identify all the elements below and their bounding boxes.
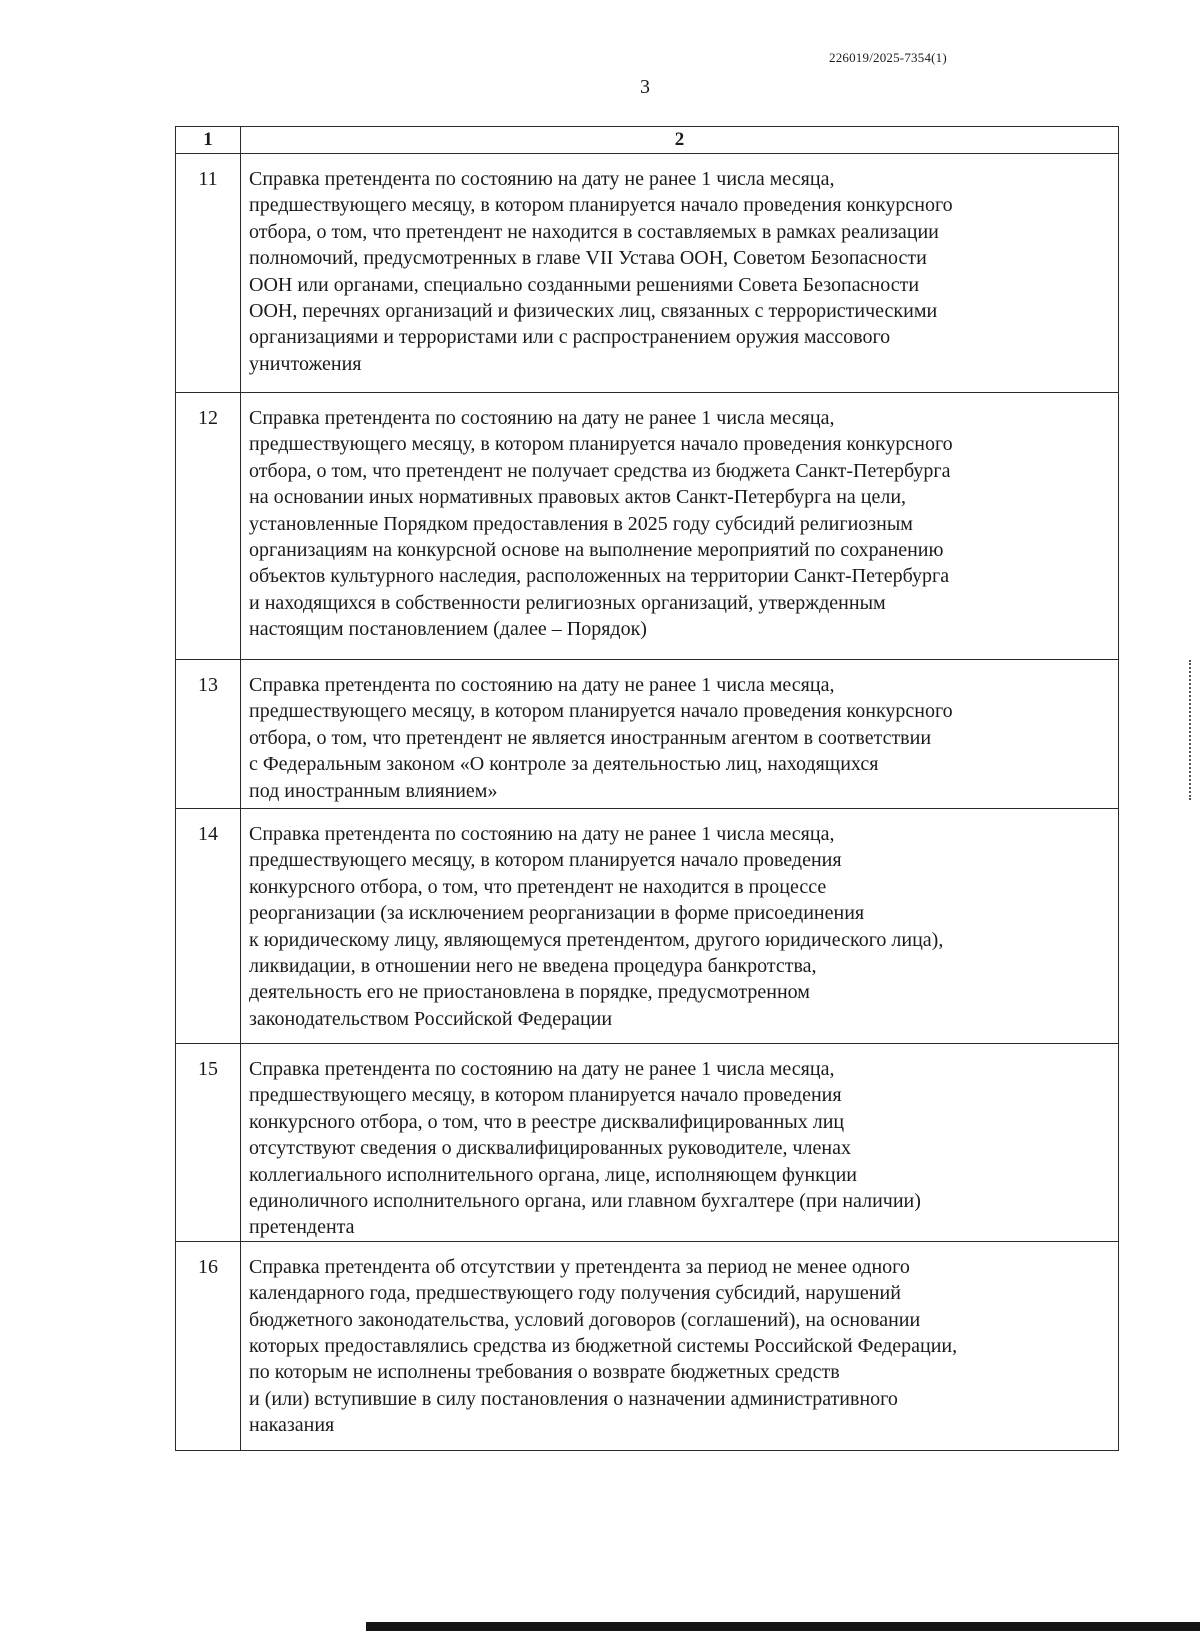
page-number: 3 (640, 76, 650, 98)
row-number: 16 (176, 1241, 241, 1450)
text-line: предшествующего месяцу, в котором планируется начало проведения конкурсного (249, 194, 953, 217)
text-line: претендента (249, 1216, 355, 1239)
table-row (176, 809, 1119, 1044)
text-line: и (или) вступившие в силу постановления о назначении административного (249, 1387, 898, 1410)
text-line: отбора, о том, что претендент не находится в составляемых в рамках реализации (249, 220, 939, 243)
text-line: отбора, о том, что претендент не получает средства из бюджета Санкт-Петербурга (249, 459, 951, 482)
text-line: Справка претендента по состоянию на дату не ранее 1 числа месяца, (249, 823, 835, 845)
column-header-text: 2 (241, 127, 1119, 154)
row-text (241, 393, 1119, 660)
text-line: отбора, о том, что претендент не является иностранным агентом в соответствии (249, 726, 932, 749)
text-line: объектов культурного наследия, расположенных на территории Санкт-Петербурга (249, 565, 950, 588)
text-line: наказания (249, 1414, 335, 1437)
text-line: Справка претендента по состоянию на дату не ранее 1 числа месяца, (249, 168, 835, 190)
row-text (241, 154, 1119, 393)
text-line: по которым не исполнены требования о возврате бюджетных средств (249, 1361, 840, 1384)
text-line: Справка претендента по состоянию на дату не ранее 1 числа месяца, (249, 674, 835, 696)
text-line: ООН, перечнях организаций и физических лиц, связанных с террористическими (249, 300, 938, 323)
text-line: настоящим постановлением (далее – Порядок) (249, 618, 647, 641)
text-line: Справка претендента по состоянию на дату не ранее 1 числа месяца, (249, 1058, 835, 1080)
document-reference-number: 226019/2025-7354(1) (829, 50, 947, 65)
text-line: ООН или органами, специально созданными решениями Совета Безопасности (249, 273, 920, 296)
text-line: Справка претендента об отсутствии у претендента за период не менее одного (249, 1255, 910, 1278)
text-line: деятельность его не приостановлена в порядке, предусмотренном (249, 981, 810, 1004)
row-text (241, 660, 1119, 809)
text-line: которых предоставлялись средства из бюджетной системы Российской Федерации, (249, 1335, 958, 1358)
row-number: 14 (176, 809, 241, 1044)
scan-bottom-bar (366, 1622, 1200, 1631)
text-line: с Федеральным законом «О контроле за деятельностью лиц, находящихся (249, 753, 879, 776)
row-number: 11 (176, 154, 241, 393)
text-line: календарного года, предшествующего году получения субсидий, нарушений (249, 1282, 901, 1305)
text-line: Справка претендента по состоянию на дату не ранее 1 числа месяца, (249, 407, 835, 429)
scan-edge-marks (1189, 660, 1195, 800)
table-row (176, 1044, 1119, 1242)
text-line: организациями и террористами или с распространением оружия массового (249, 326, 891, 349)
table-row (176, 393, 1119, 660)
text-line: конкурсного отбора, о том, что в реестре дисквалифицированных лиц (249, 1110, 845, 1133)
row-text (241, 809, 1119, 1044)
text-line: под иностранным влиянием» (249, 779, 498, 802)
text-line: предшествующего месяцу, в котором планируется начало проведения конкурсного (249, 700, 953, 723)
row-text (241, 1044, 1119, 1242)
text-line: ликвидации, в отношении него не введена процедура банкротства, (249, 955, 817, 978)
row-number: 13 (176, 660, 241, 809)
text-line: к юридическому лицу, являющемуся претендентом, другого юридического лица), (249, 928, 944, 951)
text-line: законодательством Российской Федерации (249, 1007, 613, 1030)
row-number: 15 (176, 1044, 241, 1242)
row-number: 12 (176, 393, 241, 660)
text-line: коллегиального исполнительного органа, лице, исполняющем функции (249, 1163, 857, 1186)
text-line: предшествующего месяцу, в котором планируется начало проведения (249, 1084, 842, 1107)
text-line: реорганизации (за исключением реорганизации в форме присоединения (249, 902, 865, 925)
text-line: организациям на конкурсной основе на выполнение мероприятий по сохранению (249, 539, 944, 562)
text-line: единоличного исполнительного органа, или главном бухгалтере (при наличии) (249, 1190, 921, 1213)
text-line: уничтожения (249, 352, 362, 375)
text-line: и находящихся в собственности религиозных организаций, утвержденным (249, 591, 886, 614)
table-header-row (176, 127, 1119, 154)
table-row (176, 1241, 1119, 1450)
requirements-table (175, 126, 1119, 1451)
text-line: предшествующего месяцу, в котором планируется начало проведения (249, 849, 842, 872)
text-line: бюджетного законодательства, условий договоров (соглашений), на основании (249, 1308, 921, 1331)
text-line: на основании иных нормативных правовых актов Санкт-Петербурга на цели, (249, 486, 907, 509)
text-line: полномочий, предусмотренных в главе VII Устава ООН, Советом Безопасности (249, 247, 927, 270)
text-line: отсутствуют сведения о дисквалифицированных руководителе, членах (249, 1137, 851, 1160)
row-text (241, 1241, 1119, 1450)
text-line: предшествующего месяцу, в котором планируется начало проведения конкурсного (249, 433, 953, 456)
text-line: конкурсного отбора, о том, что претендент не находится в процессе (249, 875, 827, 898)
table-row (176, 154, 1119, 393)
table-row (176, 660, 1119, 809)
text-line: установленные Порядком предоставления в 2025 году субсидий религиозным (249, 512, 913, 535)
column-header-number: 1 (176, 127, 241, 154)
